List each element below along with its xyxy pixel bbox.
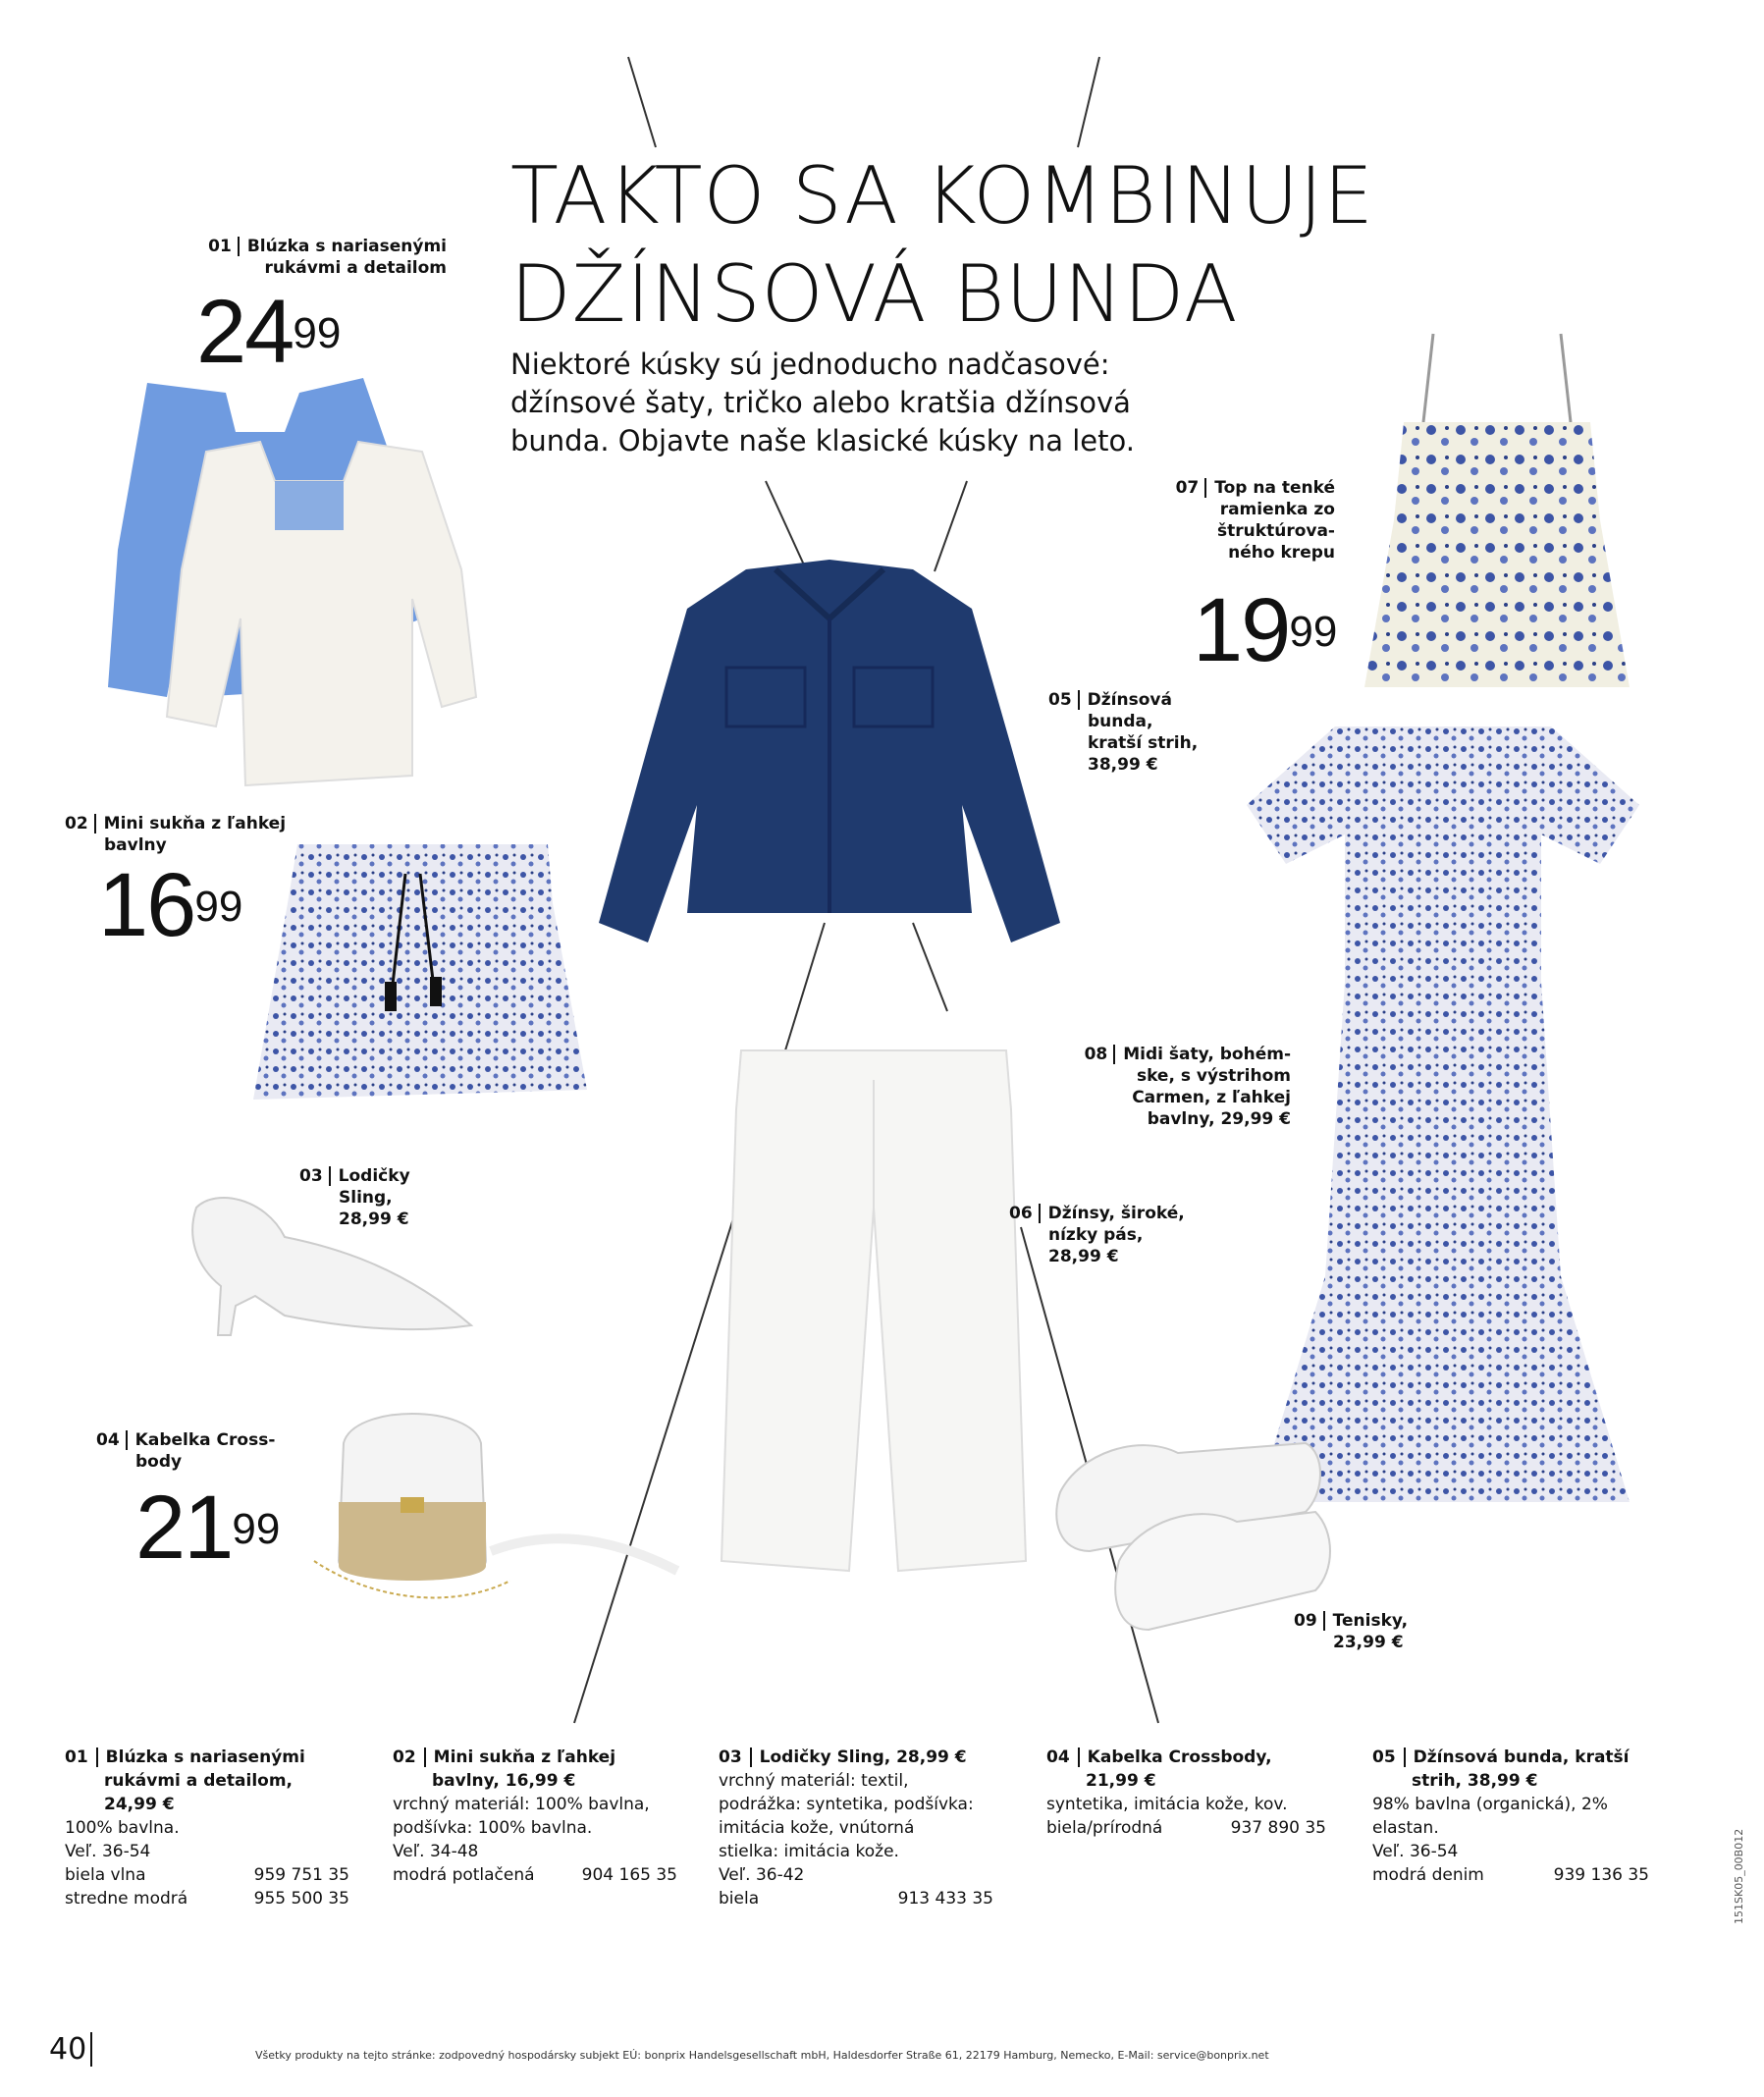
spec-01-h3: 24,99 € bbox=[104, 1795, 175, 1814]
spec-02-h2: bavlny, 16,99 € bbox=[432, 1771, 576, 1791]
label-03-line2: Sling, bbox=[339, 1188, 393, 1208]
spec-02-num: 02 bbox=[393, 1748, 416, 1767]
title-line-1: TAKTO SA KOMBINUJE bbox=[510, 150, 1374, 242]
price-07 bbox=[1193, 580, 1338, 680]
spec-01-line2: Veľ. 36-54 bbox=[65, 1842, 151, 1861]
spec-03 bbox=[719, 1746, 993, 1910]
label-06 bbox=[1009, 1203, 1185, 1267]
price-02-dec: 99 bbox=[194, 883, 243, 931]
footer-legal-text: Všetky produkty na tejto stránke: zodpovedný hospodársky subjekt EÚ: bonprix Handelsgesellschaft mbH, Haldesdorfer Straße 61, 22179 Hamburg, Nemecko, E-Mail: service@bonprix.net bbox=[255, 2049, 1269, 2062]
spec-01-h1: Blúzka s nariasenými bbox=[105, 1748, 305, 1767]
label-07-line2: ramienka zo bbox=[1219, 500, 1335, 519]
spec-03-line4: stielka: imitácia kože. bbox=[719, 1842, 899, 1861]
dress-image bbox=[1247, 726, 1639, 1512]
spec-04-h2: 21,99 € bbox=[1086, 1771, 1156, 1791]
spec-05 bbox=[1372, 1746, 1649, 1887]
spec-03-color1: biela bbox=[719, 1889, 760, 1909]
label-04-line2: body bbox=[135, 1452, 183, 1472]
label-01-num: 01 bbox=[208, 237, 232, 256]
spec-05-h2: strih, 38,99 € bbox=[1412, 1771, 1538, 1791]
label-01 bbox=[157, 236, 447, 279]
label-04-num: 04 bbox=[96, 1430, 120, 1450]
spec-01-line1: 100% bavlna. bbox=[65, 1818, 180, 1838]
spec-02-line2: podšívka: 100% bavlna. bbox=[393, 1818, 593, 1838]
label-09 bbox=[1294, 1610, 1408, 1653]
spec-05-line1: 98% bavlna (organická), 2% bbox=[1372, 1795, 1608, 1814]
label-09-line2: 23,99 € bbox=[1333, 1633, 1404, 1652]
label-07-line3: štruktúrova- bbox=[1217, 521, 1335, 541]
spec-01-color1: biela vlna bbox=[65, 1865, 146, 1885]
label-08-line1: Midi šaty, bohém- bbox=[1123, 1045, 1291, 1064]
label-03-line3: 28,99 € bbox=[339, 1210, 409, 1229]
spec-01-num: 01 bbox=[65, 1748, 88, 1767]
spec-03-line2: podrážka: syntetika, podšívka: bbox=[719, 1795, 974, 1814]
spec-01-num2: 955 500 35 bbox=[253, 1889, 349, 1909]
label-05-num: 05 bbox=[1048, 690, 1072, 710]
label-04 bbox=[96, 1429, 275, 1473]
spec-02 bbox=[393, 1746, 677, 1887]
label-07-num: 07 bbox=[1175, 478, 1200, 498]
label-09-line1: Tenisky, bbox=[1332, 1611, 1409, 1631]
label-06-line1: Džínsy, široké, bbox=[1047, 1204, 1185, 1223]
spec-03-line5: Veľ. 36-42 bbox=[719, 1865, 805, 1885]
spec-04-num1: 937 890 35 bbox=[1230, 1818, 1326, 1838]
label-08-num: 08 bbox=[1084, 1045, 1108, 1064]
spec-01 bbox=[65, 1746, 349, 1910]
label-04-line1: Kabelka Cross- bbox=[134, 1430, 276, 1450]
spec-04-color1: biela/prírodná bbox=[1046, 1818, 1163, 1838]
label-08-line4: bavlny, 29,99 € bbox=[1147, 1109, 1291, 1129]
bag-image bbox=[314, 1404, 687, 1620]
price-02 bbox=[98, 855, 243, 955]
label-07 bbox=[1080, 477, 1335, 564]
jeans-image bbox=[722, 1050, 1026, 1581]
label-01-line2: rukávmi a detailom bbox=[264, 258, 447, 278]
spec-05-num: 05 bbox=[1372, 1748, 1396, 1767]
price-01 bbox=[196, 282, 342, 382]
spec-05-h1: Džínsová bunda, kratší bbox=[1413, 1748, 1630, 1767]
page-number: 40 bbox=[49, 2032, 92, 2067]
price-04-int: 21 bbox=[135, 1478, 233, 1578]
spec-02-line1: vrchný materiál: 100% bavlna, bbox=[393, 1795, 650, 1814]
label-08-line3: Carmen, z ľahkej bbox=[1132, 1088, 1291, 1107]
spec-03-num: 03 bbox=[719, 1748, 742, 1767]
label-07-line1: Top na tenké bbox=[1214, 478, 1335, 498]
label-06-line3: 28,99 € bbox=[1048, 1247, 1119, 1266]
spec-05-line3: Veľ. 36-54 bbox=[1372, 1842, 1459, 1861]
spec-02-num1: 904 165 35 bbox=[581, 1865, 677, 1885]
spec-01-h2: rukávmi a detailom, bbox=[104, 1771, 293, 1791]
label-03-num: 03 bbox=[299, 1166, 323, 1186]
spec-03-line3: imitácia kože, vnútorná bbox=[719, 1818, 915, 1838]
spec-04 bbox=[1046, 1746, 1326, 1840]
spec-05-color1: modrá denim bbox=[1372, 1865, 1484, 1885]
skirt-image bbox=[253, 834, 587, 1109]
spec-01-num1: 959 751 35 bbox=[253, 1865, 349, 1885]
label-05-line3: kratší strih, bbox=[1088, 733, 1199, 753]
label-03 bbox=[299, 1165, 410, 1230]
spec-04-num: 04 bbox=[1046, 1748, 1070, 1767]
label-08 bbox=[1070, 1044, 1291, 1130]
intro-text: Niektoré kúsky sú jednoducho nadčasové: džínsové šaty, tričko alebo kratšia džínsová bunda. Objavte naše klasické kúsky na leto. bbox=[510, 348, 1135, 457]
label-05-line4: 38,99 € bbox=[1088, 755, 1158, 775]
spec-05-line2: elastan. bbox=[1372, 1818, 1439, 1838]
label-02-line1: Mini sukňa z ľahkej bbox=[103, 814, 287, 833]
price-07-int: 19 bbox=[1193, 580, 1290, 680]
label-05-line1: Džínsová bbox=[1087, 690, 1172, 710]
price-04-dec: 99 bbox=[232, 1505, 281, 1553]
price-04 bbox=[135, 1478, 281, 1578]
spec-02-h1: Mini sukňa z ľahkej bbox=[433, 1748, 616, 1767]
price-07-dec: 99 bbox=[1289, 608, 1338, 656]
label-06-num: 06 bbox=[1009, 1204, 1033, 1223]
top-image bbox=[1364, 334, 1630, 697]
price-01-int: 24 bbox=[196, 282, 294, 382]
spec-03-line1: vrchný materiál: textil, bbox=[719, 1771, 909, 1791]
title-line-2: DŽÍNSOVÁ BUNDA bbox=[510, 248, 1239, 340]
label-03-line1: Lodičky bbox=[338, 1166, 410, 1186]
label-02-num: 02 bbox=[65, 814, 88, 833]
spec-03-num1: 913 433 35 bbox=[897, 1889, 993, 1909]
spec-01-color2: stredne modrá bbox=[65, 1889, 188, 1909]
jacket-image bbox=[599, 550, 1060, 982]
label-02 bbox=[65, 813, 286, 856]
spec-05-num1: 939 136 35 bbox=[1553, 1865, 1649, 1885]
label-07-line4: ného krepu bbox=[1228, 543, 1335, 563]
price-02-int: 16 bbox=[98, 855, 195, 955]
label-05 bbox=[1048, 689, 1198, 776]
sneakers-image bbox=[1050, 1414, 1335, 1640]
label-08-line2: ske, s výstrihom bbox=[1136, 1066, 1291, 1086]
label-05-line2: bunda, bbox=[1088, 712, 1153, 731]
page-title bbox=[510, 147, 1374, 344]
label-01-line1: Blúzka s nariasenými bbox=[246, 237, 447, 256]
spec-04-h1: Kabelka Crossbody, bbox=[1087, 1748, 1272, 1767]
label-06-line2: nízky pás, bbox=[1048, 1225, 1144, 1245]
spec-03-h1: Lodičky Sling, 28,99 € bbox=[759, 1748, 967, 1767]
side-code: 151SK05_00B012 bbox=[1733, 1828, 1745, 1924]
label-09-num: 09 bbox=[1294, 1611, 1317, 1631]
label-02-line2: bavlny bbox=[104, 835, 167, 855]
spec-02-line3: Veľ. 34-48 bbox=[393, 1842, 479, 1861]
spec-02-color1: modrá potlačená bbox=[393, 1865, 535, 1885]
spec-04-line1: syntetika, imitácia kože, kov. bbox=[1046, 1795, 1288, 1814]
price-01-dec: 99 bbox=[293, 309, 342, 357]
blouse-image bbox=[88, 373, 471, 785]
